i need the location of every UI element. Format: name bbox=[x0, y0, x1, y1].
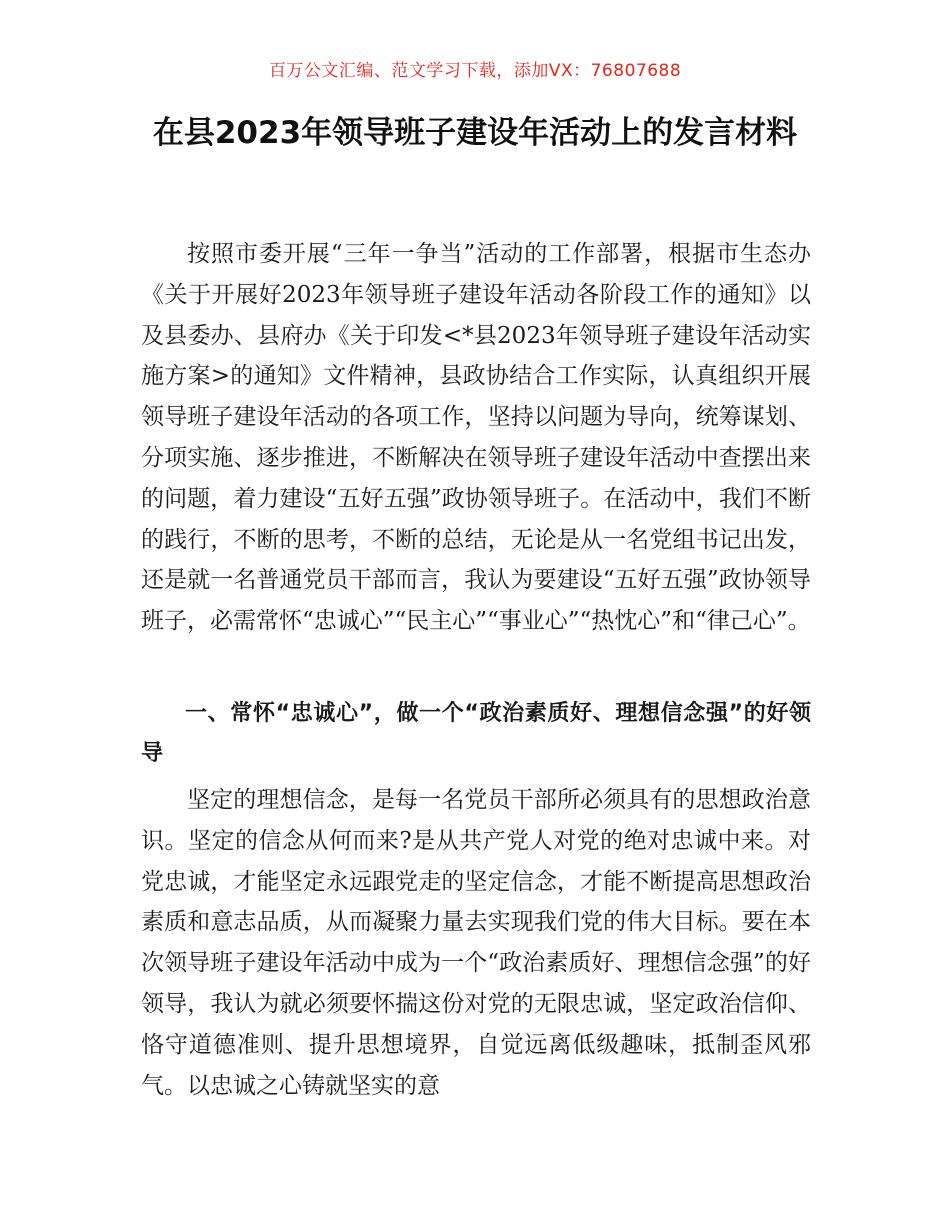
document-title: 在县2023年领导班子建设年活动上的发言材料 bbox=[152, 115, 798, 151]
section-1-paragraph: 坚定的理想信念，是每一名党员干部所必须具有的思想政治意识。坚定的信念从何而来?是从共产党人对党的绝对忠诚中来。对党忠诚，才能坚定永远跟党走的坚定信念，才能不断提高思想政治素质和意志品质，从而凝聚力量去实现我们党的伟大目标。要在本次领导班子建设年活动中成为一个“政治素质好、理想信念强”的好领导，我认为就必须要怀揣这份对党的无限忠诚，坚定政治信仰、恪守道德准则、提升思想境界，自觉远离低级趣味，抵制歪风邪气。以忠诚之心铸就坚实的意 bbox=[141, 787, 811, 1099]
section-heading-1: 一、常怀“忠诚心”，做一个“政治素质好、理想信念强”的好领导 bbox=[141, 701, 811, 766]
watermark-banner: 百万公文汇编、范文学习下载，添加VX：76807688 bbox=[268, 61, 682, 81]
intro-paragraph: 按照市委开展“三年一争当”活动的工作部署，根据市生态办《关于开展好2023年领导班子建设年活动各阶段工作的通知》以及县委办、县府办《关于印发<*县2023年领导班子建设年活动实施方案>的通知》文件精神，县政协结合工作实际，认真组织开展领导班子建设年活动的各项工作，坚持以问题为导向，统筹谋划、分项实施、逐步推进，不断解决在领导班子建设年活动中查摆出来的问题，着力建设“五好五强”政协领导班子。在活动中，我们不断的践行，不断的思考，不断的总结，无论是从一名党组书记出发，还是就一名普通党员干部而言，我认为要建设“五好五强”政协领导班子，必需常怀“忠诚心”“民主心”“事业心”“热忱心”和“律己心”。 bbox=[141, 241, 811, 635]
